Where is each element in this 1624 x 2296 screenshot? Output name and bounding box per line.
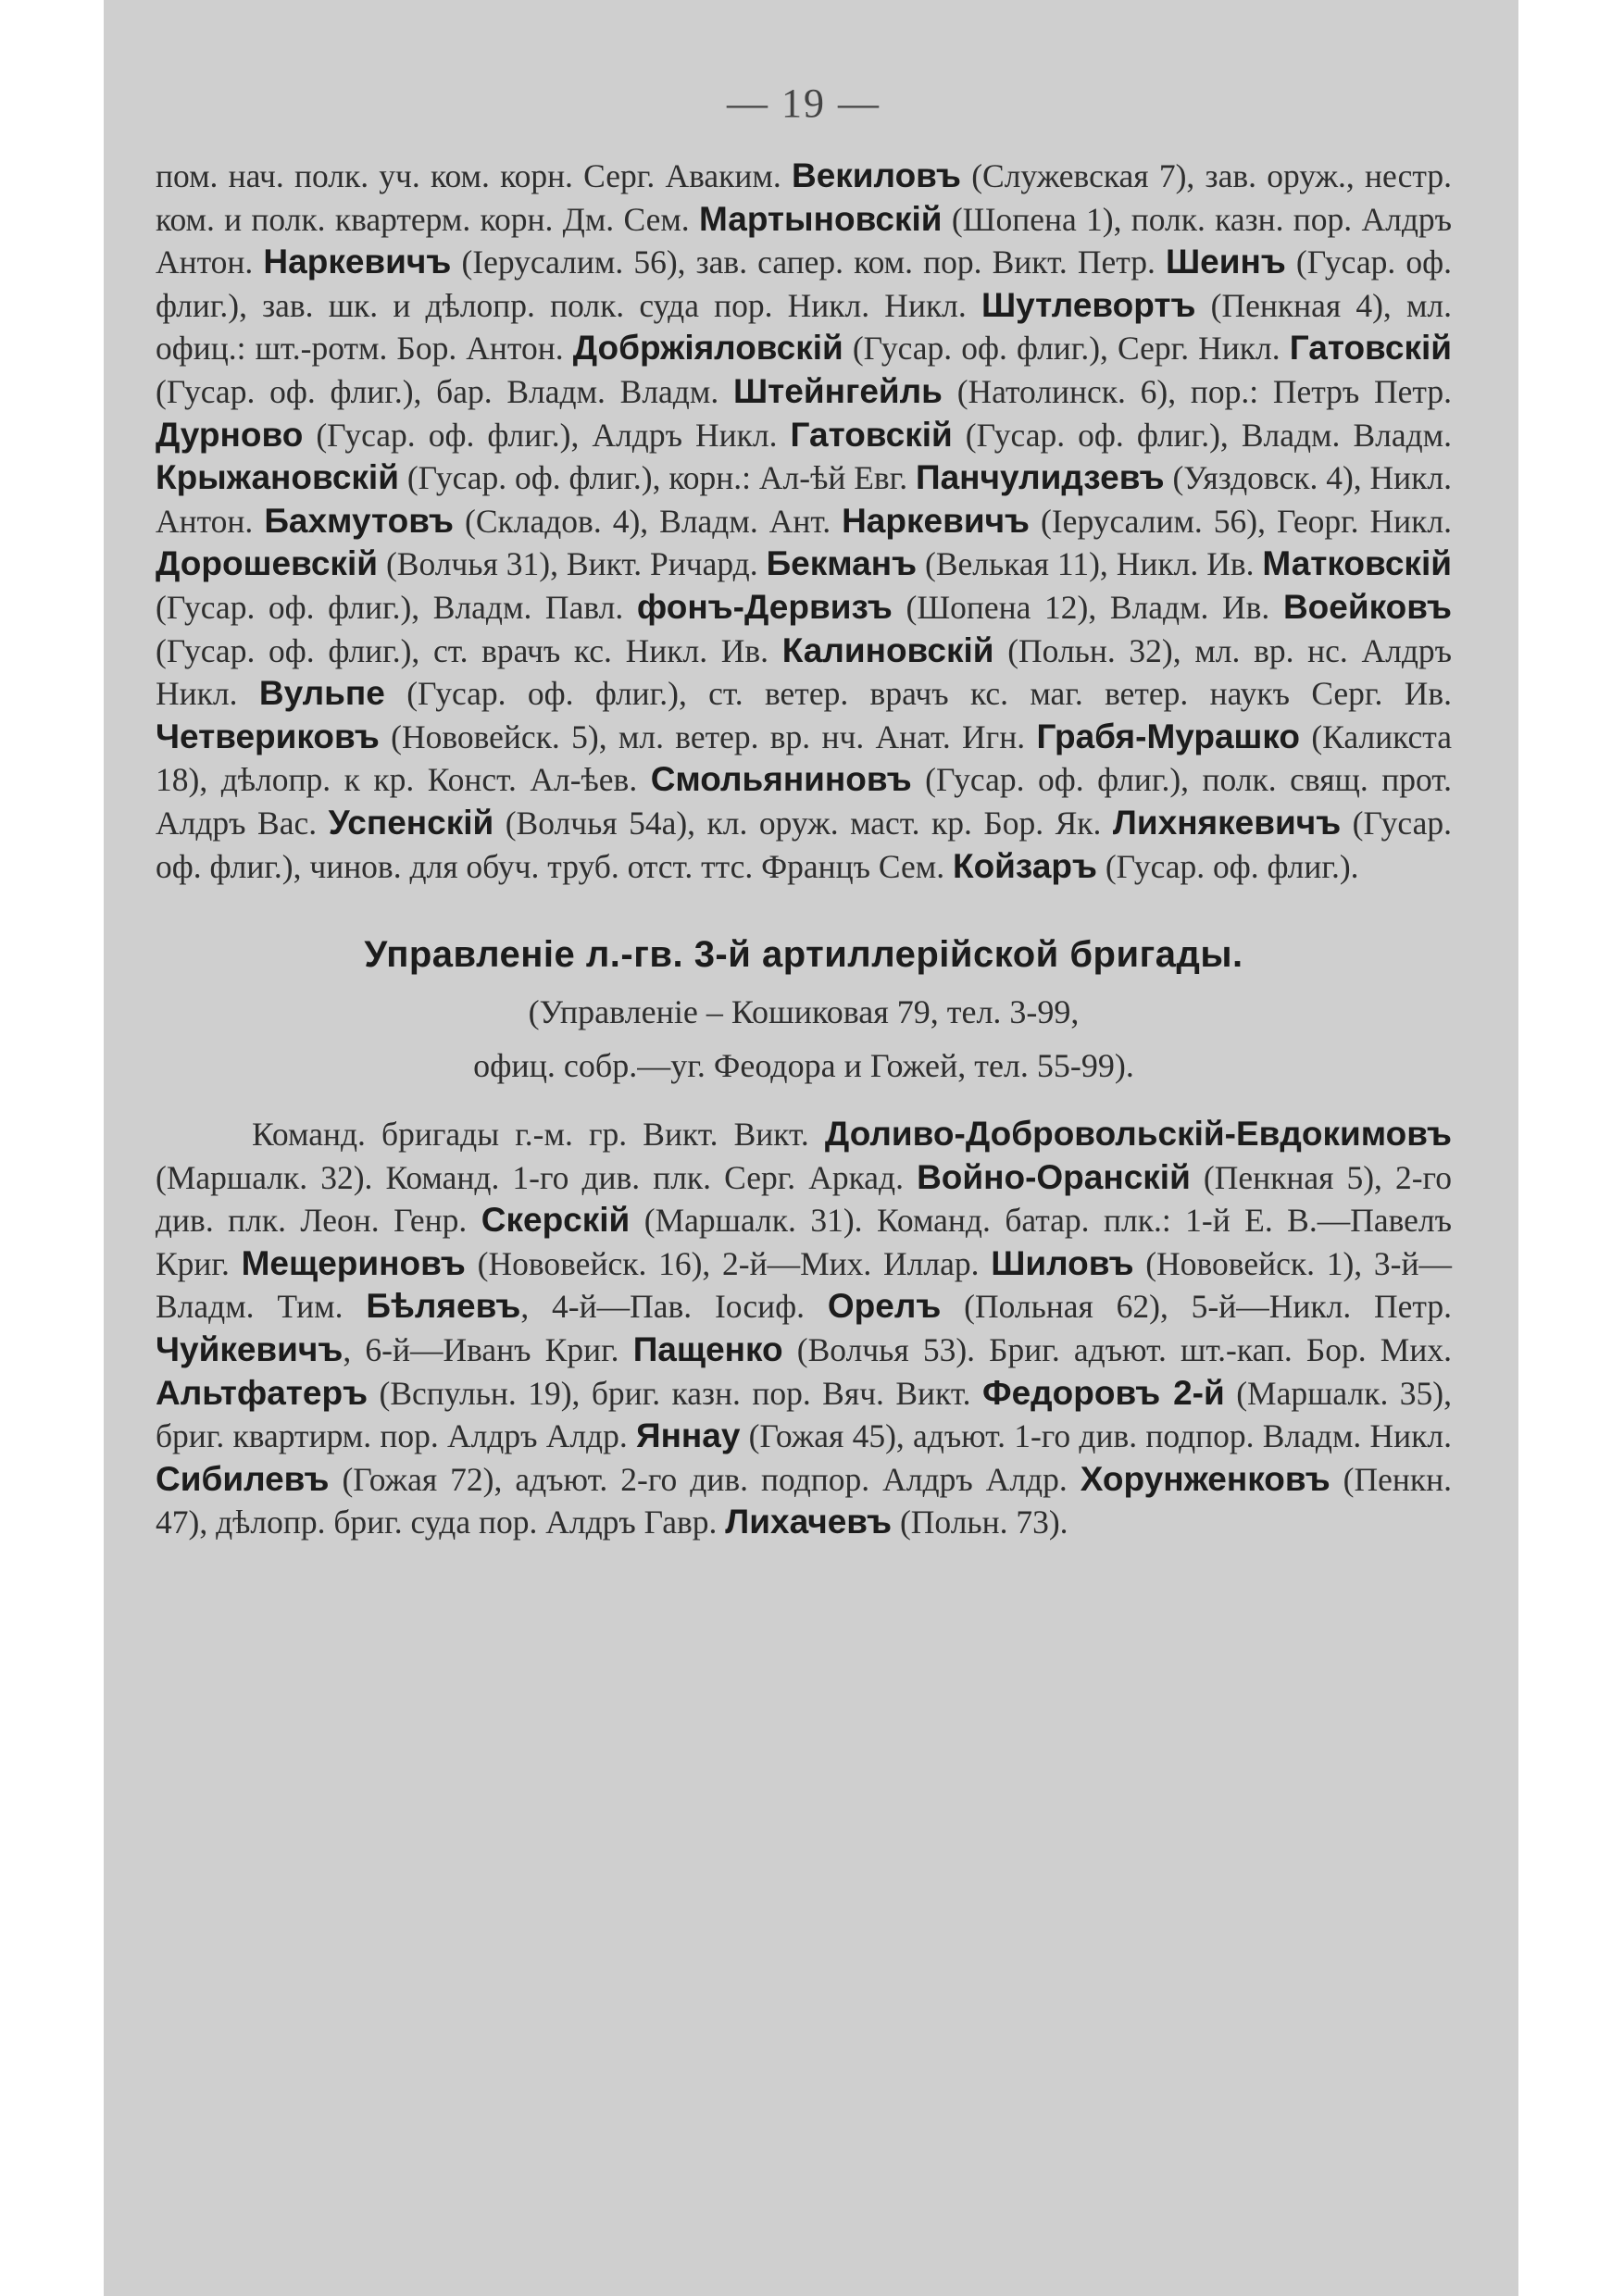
person-surname: Дурново bbox=[156, 415, 304, 454]
address-line: (Управленіе – Кошиковая 79, тел. 3-99, bbox=[528, 993, 1080, 1031]
section-heading: Управленіе л.-гв. 3-й артиллерійской бригады. bbox=[364, 934, 1243, 976]
person-surname: Панчулидзевъ bbox=[916, 458, 1165, 497]
person-surname: Смольяниновъ bbox=[650, 760, 912, 799]
person-surname: Хорунженковъ bbox=[1080, 1459, 1330, 1498]
person-surname: Воейковъ bbox=[1282, 587, 1453, 626]
person-surname: Мартыновскій bbox=[698, 199, 943, 238]
person-surname: Шутлевортъ bbox=[981, 285, 1196, 324]
paragraph-brigade-staff: Команд. бригады г.-м. гр. Викт. Викт. Доливо-Добровольскій-Евдокимовъ (Маршалк. 32). Команд. 1-го див. плк. Серг. Аркад. Войно-Оранскій (Пенкная 5), 2-го див. плк. Леон. Генр. Скерскій (Маршалк. 31). Команд. батар. плк.: 1-й Е. В.—Павелъ Криг. Мещериновъ (Нововейск. 16), 2-й—Мих. Иллар. Шиловъ (Нововейск. 1), 3-й—Владм. Тим. Бѣляевъ, 4-й—Пав. Іосиф. Орелъ (Польная 62), 5-й—Никл. Петр. Чуйкевичъ, 6-й—Иванъ Криг. Пащенко (Волчья 53). Бриг. адъют. шт.-кап. Бор. Мих. Альтфатеръ (Вспульн. 19), бриг. казн. пор. Вяч. Викт. Федоровъ 2-й (Маршалк. 35), бриг. квартирм. пор. Алдръ Алдр. Яннау (Гожая 45), адъют. 1-го див. подпор. Владм. Никл. Сибилевъ (Гожая 72), адъют. 2-го див. подпор. Алдръ Алдр. Хорунженковъ (Пенкн. 47), дѣлопр. бриг. суда пор. Алдръ Гавр. Лихачевъ (Польн. 73). bbox=[156, 1115, 1453, 1541]
person-surname: Бекманъ bbox=[766, 544, 918, 583]
person-surname: Дорошевскій bbox=[156, 544, 378, 583]
person-surname: Векиловъ bbox=[791, 156, 961, 194]
person-surname: Скерскій bbox=[481, 1201, 631, 1240]
person-surname: Бѣляевъ bbox=[366, 1287, 521, 1326]
person-surname: Успенскій bbox=[328, 803, 494, 842]
person-surname: Наркевичъ bbox=[842, 501, 1031, 540]
person-surname: Гатовскій bbox=[1289, 329, 1452, 368]
person-surname: Лихнякевичъ bbox=[1112, 803, 1342, 842]
person-surname: Пащенко bbox=[632, 1330, 783, 1369]
person-surname: Шеинъ bbox=[1165, 243, 1286, 281]
person-surname: Штейнгейль bbox=[732, 371, 943, 410]
person-surname: Вульпе bbox=[258, 674, 385, 713]
person-surname: Крыжановскій bbox=[156, 458, 399, 497]
document-page bbox=[156, 80, 1452, 1544]
address-line: офиц. собр.—уг. Феодора и Гожей, тел. 55-99). bbox=[473, 1047, 1134, 1085]
person-surname: Мещериновъ bbox=[241, 1243, 466, 1282]
person-surname: Федоровъ 2-й bbox=[982, 1373, 1225, 1412]
person-surname: Грабя-Мурашко bbox=[1036, 717, 1301, 755]
person-surname: Сибилевъ bbox=[156, 1459, 330, 1498]
person-surname: Бахмутовъ bbox=[264, 501, 455, 540]
person-surname: Войно-Оранскій bbox=[917, 1157, 1191, 1196]
paragraph-regiment-staff: пом. нач. полк. уч. ком. корн. Серг. Аваким. Векиловъ (Служевская 7), зав. оруж., нестр. ком. и полк. квартерм. корн. Дм. Сем. Мартыновскій (Шопена 1), полк. казн. пор. Алдръ Антон. Наркевичъ (Іерусалим. 56), зав. сапер. ком. пор. Викт. Петр. Шеинъ (Гусар. оф. флиг.), зав. шк. и дѣлопр. полк. суда пор. Никл. Никл. Шутлевортъ (Пенкная 4), мл. офиц.: шт.-ротм. Бор. Антон. Добржіяловскій (Гусар. оф. флиг.), Серг. Никл. Гатовскій (Гусар. оф. флиг.), бар. Владм. Владм. Штейнгейль (Натолинск. 6), пор.: Петръ Петр. Дурново (Гусар. оф. флиг.), Алдръ Никл. Гатовскій (Гусар. оф. флиг.), Владм. Владм. Крыжановскій (Гусар. оф. флиг.), корн.: Ал-ѣй Евг. Панчулидзевъ (Уяздовск. 4), Никл. Антон. Бахмутовъ (Складов. 4), Владм. Ант. Наркевичъ (Іерусалим. 56), Георг. Никл. Дорошевскій (Волчья 31), Викт. Ричард. Бекманъ (Велькая 11), Никл. Ив. Матковскій (Гусар. оф. флиг.), Владм. Павл. фонъ-Дервизъ (Шопена 12), Владм. Ив. Воейковъ (Гусар. оф. флиг.), ст. врачъ кс. Никл. Ив. Калиновскій (Польн. 32), мл. вр. нс. Алдръ Никл. Вульпе (Гусар. оф. флиг.), ст. ветер. врачъ кс. маг. ветер. наукъ Серг. Ив. Четвериковъ (Нововейск. 5), мл. ветер. вр. нч. Анат. Игн. Грабя-Мурашко (Каликста 18), дѣлопр. к кр. Конст. Ал-ѣев. Смольяниновъ (Гусар. оф. флиг.), полк. свящ. прот. Алдръ Вас. Успенскій (Волчья 54а), кл. оруж. маст. кр. Бор. Як. Лихнякевичъ (Гусар. оф. флиг.), чинов. для обуч. труб. отст. ттс. Францъ Сем. Койзаръ (Гусар. оф. флиг.). bbox=[156, 156, 1453, 885]
person-surname: Лихачевъ bbox=[725, 1503, 893, 1541]
person-surname: Наркевичъ bbox=[263, 243, 452, 281]
person-surname: Альтфатеръ bbox=[156, 1373, 369, 1412]
person-surname: Доливо-Добровольскій-Евдокимовъ bbox=[824, 1115, 1452, 1154]
person-surname: Матковскій bbox=[1262, 544, 1452, 583]
person-surname: Четвериковъ bbox=[156, 717, 380, 755]
person-surname: фонъ-Дервизъ bbox=[636, 587, 893, 626]
person-surname: Яннау bbox=[635, 1416, 741, 1455]
person-surname: Чуйкевичъ bbox=[156, 1330, 344, 1369]
person-surname: Калиновскій bbox=[781, 630, 994, 669]
person-surname: Орелъ bbox=[827, 1287, 942, 1326]
person-surname: Добржіяловскій bbox=[572, 329, 843, 368]
page-number: — 19 — bbox=[727, 81, 881, 126]
person-surname: Гатовскій bbox=[790, 415, 953, 454]
person-surname: Шиловъ bbox=[991, 1243, 1134, 1282]
person-surname: Койзаръ bbox=[952, 846, 1097, 885]
